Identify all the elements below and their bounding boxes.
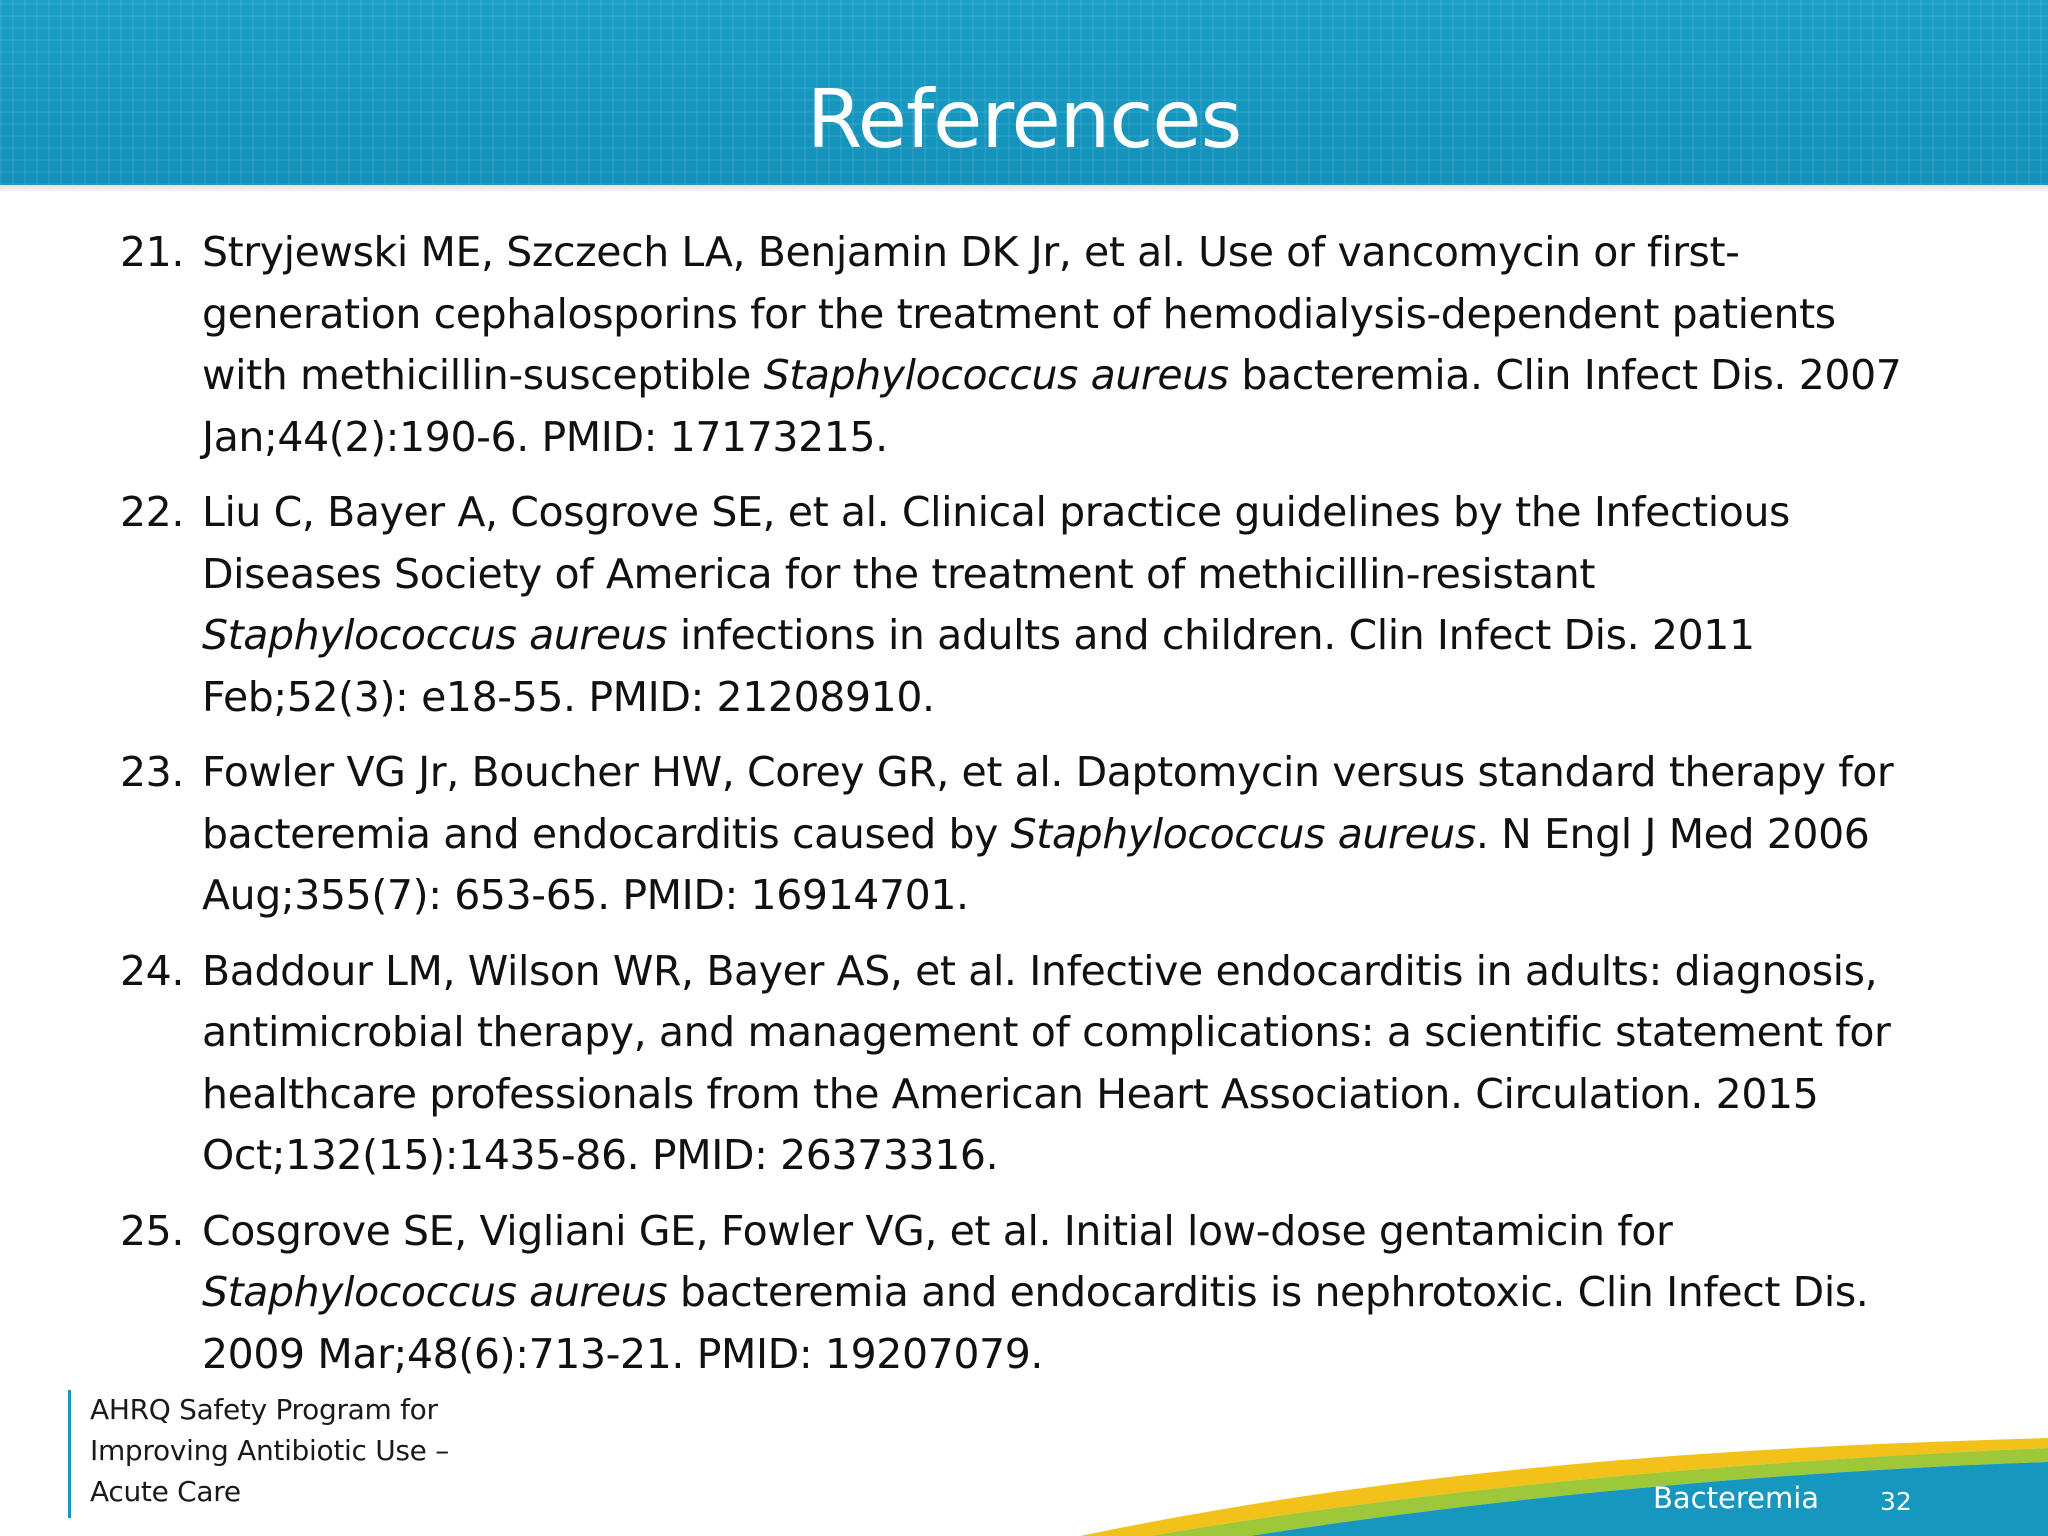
reference-text-main: Cosgrove SE, Vigliani GE, Fowler VG, et al. Initial low-dose gentamicin for [202,1206,1673,1255]
reference-text-italic: Staphylococcus aureus [202,1268,668,1316]
reference-text-tail: bacteremia and endocarditis is nephrotoxic. Clin Infect Dis. 2009 Mar;48(6):713-21. PMID: 19207079. [202,1268,1869,1378]
footer-topic: Bacteremia [1653,1481,1820,1515]
reference-text-main: Liu C, Bayer A, Cosgrove SE, et al. Clinical practice guidelines by the Infectious Diseases Society of America for the treatment of methicillin-resistant [202,488,1791,598]
reference-text-tail: bacteremia. Clin Infect Dis. 2007 Jan;44(2):190-6. PMID: 17173215. [202,351,1902,461]
reference-text-italic: Staphylococcus aureus [1010,809,1476,858]
page-title: References [806,73,1242,166]
reference-text-tail: infections in adults and children. Clin Infect Dis. 2011 Feb;52(3): e18-55. PMID: 21208910. [202,611,1755,721]
reference-text-italic: Staphylococcus aureus [202,611,668,659]
reference-number: 24. [120,946,185,995]
reference-text-tail: . N Engl J Med 2006 Aug;355(7): 653-65. PMID: 16914701. [202,809,1870,919]
reference-number: 25. [120,1206,185,1255]
reference-number: 22. [120,488,185,536]
program-name-line: Acute Care [90,1475,241,1508]
program-name-line: Improving Antibiotic Use – [90,1434,449,1467]
reference-text-main: Baddour LM, Wilson WR, Bayer AS, et al. Infective endocarditis in adults: diagnosis, antimicrobial therapy, and management of complications: a scientific statement for healthcare professionals from the American Heart Association. Circulation. 2015 Oct;132(15):1435-86. PMID: 26373316. [202,946,1891,1179]
reference-number: 21. [120,228,185,276]
reference-number: 23. [120,748,185,796]
page-number: 32 [1880,1487,1912,1516]
footer-divider [68,1390,71,1518]
program-name [90,1389,510,1512]
program-name-line: AHRQ Safety Program for [90,1393,438,1426]
reference-text-main: Stryjewski ME, Szczech LA, Benjamin DK Jr, et al. Use of vancomycin or first-generation cephalosporins for the treatment of hemodialysis-dependent patients with methicillin-susceptible [202,228,1836,399]
reference-text-italic: Staphylococcus aureus [763,351,1229,399]
reference-text-main: Fowler VG Jr, Boucher HW, Corey GR, et al. Daptomycin versus standard therapy for bacteremia and endocarditis caused by [202,748,1894,858]
